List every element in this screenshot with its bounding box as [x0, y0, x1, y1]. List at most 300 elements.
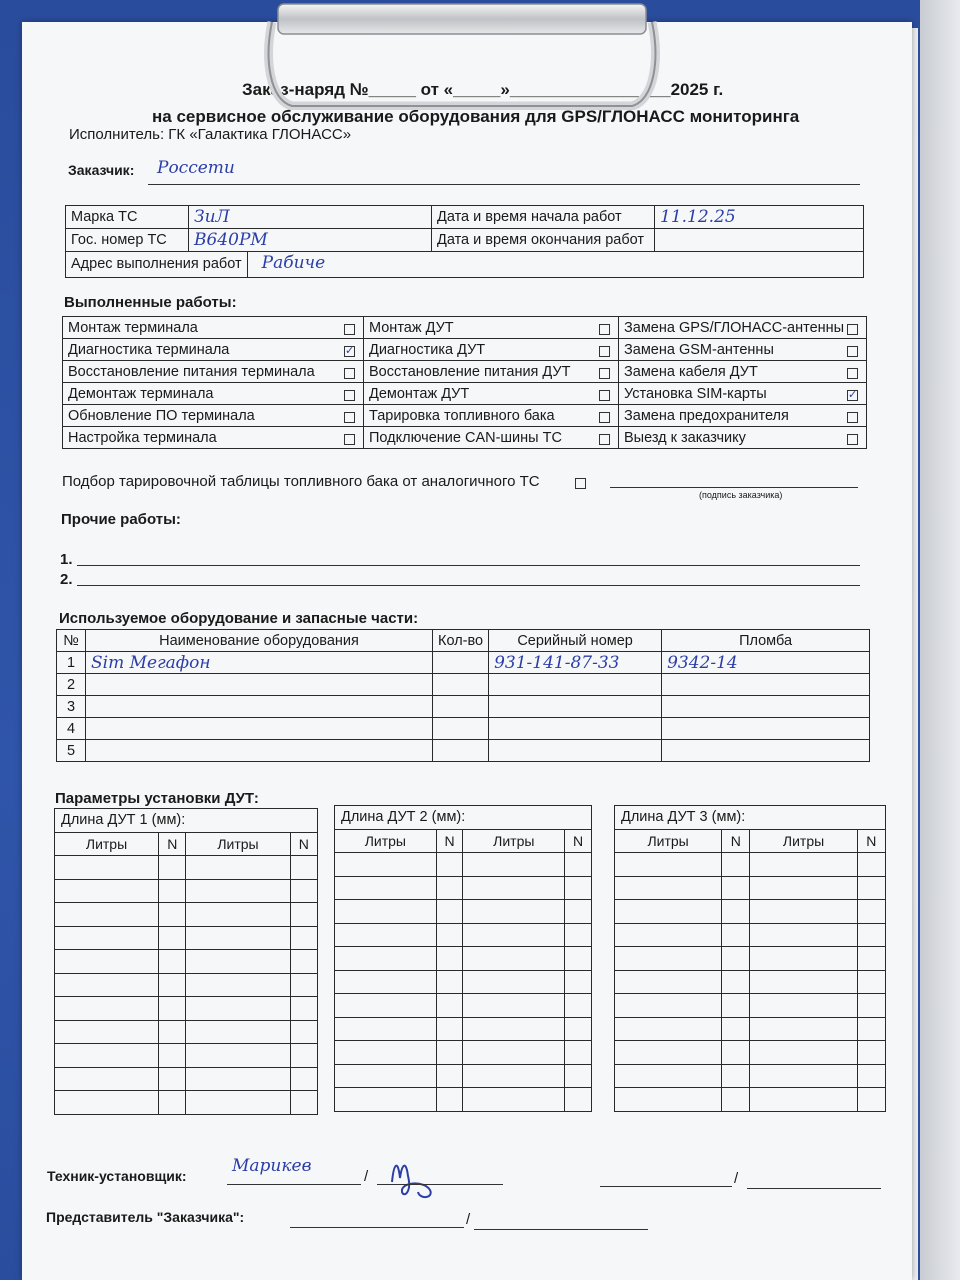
plate-label: Гос. номер ТС [66, 229, 189, 252]
equipment-row-number: 1 [57, 652, 86, 674]
dut-header-cell: N [159, 832, 186, 856]
dut-cell[interactable] [463, 1041, 565, 1065]
calibration-checkbox[interactable] [575, 478, 586, 489]
equipment-cell[interactable] [662, 740, 870, 762]
executor-value: ГК «Галактика ГЛОНАСС» [168, 126, 352, 143]
customer-rep-label: Представитель "Заказчика": [46, 1209, 245, 1225]
dut-cell[interactable] [722, 900, 750, 924]
customer-rep-slash: / [466, 1211, 471, 1228]
dut-length-caption[interactable]: Длина ДУТ 1 (мм): [55, 809, 318, 833]
brand-label: Марка ТС [66, 206, 189, 229]
dut-cell[interactable] [565, 853, 592, 877]
dut-cell[interactable] [722, 1017, 750, 1041]
equipment-row-number: 2 [57, 674, 86, 696]
equipment-header-cell: Серийный номер [489, 630, 662, 652]
clipboard-clip [262, 0, 662, 110]
equipment-cell[interactable] [86, 740, 433, 762]
dut-row [55, 903, 318, 927]
dut-cell[interactable] [335, 947, 437, 971]
work-label: Диагностика терминала [68, 341, 230, 358]
dut-row [615, 876, 886, 900]
dut-cell[interactable] [186, 1044, 290, 1068]
equipment-cell[interactable] [433, 674, 489, 696]
dut-cell[interactable] [55, 856, 159, 880]
equipment-cell[interactable] [489, 718, 662, 740]
dut-cell[interactable] [335, 994, 437, 1018]
dut-cell[interactable] [159, 1067, 186, 1091]
dut-cell[interactable] [722, 876, 750, 900]
dut-cell[interactable] [186, 950, 290, 974]
dut-cell[interactable] [463, 876, 565, 900]
dut-cell[interactable] [615, 1064, 722, 1088]
dut-cell[interactable] [565, 1017, 592, 1041]
dut-cell[interactable] [463, 1064, 565, 1088]
equipment-cell[interactable] [86, 696, 433, 718]
dut-cell[interactable] [290, 903, 317, 927]
address-value[interactable]: Рабиче [261, 253, 326, 273]
work-label: Подключение CAN-шины ТС [369, 429, 562, 446]
dut-cell[interactable] [463, 900, 565, 924]
dut-cell[interactable] [335, 853, 437, 877]
second-signature-line[interactable] [747, 1188, 881, 1189]
dut-cell[interactable] [750, 970, 857, 994]
dut-cell[interactable] [55, 1091, 159, 1115]
works-cell [63, 383, 364, 405]
dut-cell[interactable] [159, 926, 186, 950]
dut-row [335, 900, 592, 924]
dut-cell[interactable] [722, 970, 750, 994]
dut-title: Параметры установки ДУТ: [55, 790, 259, 807]
calibration-label: Подбор тарировочной таблицы топливного бака от аналогичного ТС [62, 473, 540, 490]
dut-length-caption[interactable]: Длина ДУТ 2 (мм): [335, 806, 592, 830]
dut-cell[interactable] [463, 970, 565, 994]
works-row [63, 361, 867, 383]
dut-cell[interactable] [159, 950, 186, 974]
dut-cell[interactable] [615, 1041, 722, 1065]
equipment-cell[interactable] [433, 652, 489, 674]
equipment-cell[interactable] [489, 740, 662, 762]
title-line-1: Заказ-наряд №_____ от «_____»_________________2025 г. [242, 80, 724, 99]
technician-signature-line [377, 1184, 503, 1185]
start-label: Дата и время начала работ [432, 206, 655, 229]
checkbox[interactable] [599, 434, 610, 445]
dut-row [55, 926, 318, 950]
dut-header-cell: N [565, 829, 592, 853]
dut-cell[interactable] [55, 1020, 159, 1044]
dut-cell[interactable] [565, 923, 592, 947]
signature-caption: (подпись заказчика) [699, 490, 783, 500]
dut-cell[interactable] [55, 879, 159, 903]
dut-cell[interactable] [290, 1020, 317, 1044]
dut-cell[interactable] [290, 1044, 317, 1068]
dut-cell[interactable] [615, 923, 722, 947]
dut-cell[interactable] [750, 853, 857, 877]
dut-cell[interactable] [290, 950, 317, 974]
end-value[interactable] [655, 229, 864, 252]
checkbox[interactable] [344, 368, 355, 379]
dut-cell[interactable] [335, 923, 437, 947]
equipment-row [57, 718, 870, 740]
dut-cell[interactable] [335, 1064, 437, 1088]
dut-row [615, 923, 886, 947]
equipment-row [57, 674, 870, 696]
works-cell [63, 361, 364, 383]
equipment-cell[interactable] [86, 674, 433, 696]
equipment-header-cell: № [57, 630, 86, 652]
dut-row [55, 997, 318, 1021]
dut-cell[interactable] [290, 856, 317, 880]
works-cell [619, 317, 867, 339]
works-cell [364, 339, 619, 361]
dut-cell[interactable] [750, 1088, 857, 1112]
executor-label: Исполнитель: [69, 126, 165, 143]
dut-cell[interactable] [186, 1091, 290, 1115]
plate-value[interactable]: В640РМ [189, 229, 432, 252]
dut-cell[interactable] [186, 879, 290, 903]
works-row [63, 383, 867, 405]
dut-cell[interactable] [565, 876, 592, 900]
dut-cell[interactable] [159, 879, 186, 903]
dut-cell[interactable] [55, 1067, 159, 1091]
dut-cell[interactable] [463, 947, 565, 971]
dut-cell[interactable] [722, 994, 750, 1018]
address-row [66, 252, 864, 278]
equipment-row-number: 4 [57, 718, 86, 740]
checkbox[interactable] [344, 324, 355, 335]
dut-cell[interactable] [159, 903, 186, 927]
other-item-1-number: 1. [60, 551, 73, 568]
background-surface [920, 0, 960, 1280]
checkbox[interactable] [599, 346, 610, 357]
dut-cell[interactable] [436, 1064, 463, 1088]
dut-row [335, 876, 592, 900]
works-cell [619, 405, 867, 427]
dut-cell[interactable] [290, 973, 317, 997]
works-cell [619, 339, 867, 361]
works-cell [619, 361, 867, 383]
dut-row [55, 950, 318, 974]
dut-cell[interactable] [335, 1017, 437, 1041]
dut-cell[interactable] [857, 853, 885, 877]
work-label: Замена GSM-антенны [624, 341, 774, 358]
dut-cell[interactable] [857, 900, 885, 924]
works-cell [364, 383, 619, 405]
dut-table-1 [54, 808, 318, 1115]
equipment-cell[interactable] [489, 674, 662, 696]
equipment-cell[interactable]: 9342-14 [662, 652, 870, 674]
dut-cell[interactable] [722, 1064, 750, 1088]
work-label: Демонтаж ДУТ [369, 385, 470, 402]
works-row [63, 405, 867, 427]
dut-cell[interactable] [436, 900, 463, 924]
checkbox[interactable] [344, 390, 355, 401]
dut-cell[interactable] [436, 1017, 463, 1041]
customer-rep-name-line[interactable] [290, 1227, 464, 1228]
checkbox[interactable] [847, 434, 858, 445]
dut-header-cell: N [857, 829, 885, 853]
technician-name-line [227, 1184, 361, 1185]
dut-header-cell: N [436, 829, 463, 853]
dut-header-cell: Литры [186, 832, 290, 856]
equipment-header-row [57, 630, 870, 652]
end-label: Дата и время окончания работ [432, 229, 655, 252]
equipment-row [57, 652, 870, 674]
dut-cell[interactable] [436, 923, 463, 947]
dut-row [615, 853, 886, 877]
dut-cell[interactable] [565, 994, 592, 1018]
dut-cell[interactable] [722, 853, 750, 877]
dut-cell[interactable] [290, 1067, 317, 1091]
equipment-cell[interactable] [662, 696, 870, 718]
dut-header-cell: Литры [463, 829, 565, 853]
works-row [63, 317, 867, 339]
technician-name[interactable]: Марикев [232, 1156, 312, 1176]
work-label: Обновление ПО терминала [68, 407, 255, 424]
second-slash: / [734, 1170, 739, 1187]
dut-row [55, 973, 318, 997]
dut-cell[interactable] [857, 1041, 885, 1065]
dut-cell[interactable] [722, 947, 750, 971]
dut-cell[interactable] [55, 950, 159, 974]
dut-cell[interactable] [615, 947, 722, 971]
dut-cell[interactable] [750, 1041, 857, 1065]
dut-cell[interactable] [463, 1088, 565, 1112]
dut-cell[interactable] [463, 1017, 565, 1041]
dut-cell[interactable] [290, 926, 317, 950]
dut-cell[interactable] [55, 1044, 159, 1068]
equipment-row-number: 3 [57, 696, 86, 718]
dut-cell[interactable] [722, 1041, 750, 1065]
equipment-header-cell: Пломба [662, 630, 870, 652]
dut-cell[interactable] [290, 879, 317, 903]
dut-cell[interactable] [463, 994, 565, 1018]
dut-row [335, 1041, 592, 1065]
dut-cell[interactable] [436, 853, 463, 877]
dut-header-cell: Литры [335, 829, 437, 853]
dut-row [615, 1017, 886, 1041]
equipment-cell[interactable] [433, 718, 489, 740]
dut-cell[interactable] [463, 923, 565, 947]
dut-cell[interactable] [335, 1041, 437, 1065]
dut-cell[interactable] [565, 900, 592, 924]
works-row [63, 427, 867, 449]
equipment-row [57, 696, 870, 718]
equipment-cell[interactable] [433, 696, 489, 718]
work-label: Замена GPS/ГЛОНАСС-антенны [624, 319, 845, 336]
dut-row [55, 856, 318, 880]
checkbox[interactable] [344, 412, 355, 423]
dut-row [55, 1067, 318, 1091]
dut-cell[interactable] [565, 970, 592, 994]
dut-cell[interactable] [335, 970, 437, 994]
work-label: Выезд к заказчику [624, 429, 746, 446]
dut-cell[interactable] [565, 947, 592, 971]
dut-cell[interactable] [615, 970, 722, 994]
dut-cell[interactable] [55, 926, 159, 950]
dut-cell[interactable] [463, 853, 565, 877]
dut-header-cell: Литры [750, 829, 857, 853]
work-label: Диагностика ДУТ [369, 341, 486, 358]
dut-cell[interactable] [750, 994, 857, 1018]
checkbox[interactable] [344, 434, 355, 445]
checkbox[interactable] [599, 324, 610, 335]
checkbox[interactable] [599, 412, 610, 423]
other-item-2-line[interactable] [77, 585, 860, 586]
dut-row [335, 947, 592, 971]
dut-row [335, 1064, 592, 1088]
dut-header-row [55, 832, 318, 856]
dut-cell[interactable] [335, 876, 437, 900]
checked-checkbox[interactable]: ✓ [345, 345, 355, 357]
works-table [62, 316, 867, 449]
other-item-2-number: 2. [60, 571, 73, 588]
dut-cell[interactable] [159, 1044, 186, 1068]
dut-row [615, 970, 886, 994]
works-cell [63, 317, 364, 339]
equipment-header-cell: Кол-во [433, 630, 489, 652]
dut-row [615, 1041, 886, 1065]
equipment-table [56, 629, 870, 762]
dut-cell[interactable] [335, 1088, 437, 1112]
dut-cell[interactable] [159, 997, 186, 1021]
start-value[interactable]: 11.12.25 [655, 206, 864, 229]
dut-cell[interactable] [750, 1017, 857, 1041]
executor-row [69, 126, 351, 143]
checkbox[interactable] [847, 346, 858, 357]
work-label: Восстановление питания ДУТ [369, 363, 571, 380]
dut-cell[interactable] [186, 903, 290, 927]
dut-cell[interactable] [857, 876, 885, 900]
dut-cell[interactable] [857, 970, 885, 994]
dut-cell[interactable] [615, 1017, 722, 1041]
dut-cell[interactable] [186, 1067, 290, 1091]
equipment-cell[interactable] [86, 718, 433, 740]
dut-cell[interactable] [186, 1020, 290, 1044]
dut-row [615, 1088, 886, 1112]
dut-cell[interactable] [615, 994, 722, 1018]
dut-row [615, 900, 886, 924]
dut-cell[interactable] [55, 973, 159, 997]
dut-cell[interactable] [159, 973, 186, 997]
works-cell [63, 339, 364, 361]
dut-cell[interactable] [750, 876, 857, 900]
dut-cell[interactable] [750, 1064, 857, 1088]
dut-cell[interactable] [335, 900, 437, 924]
checkbox[interactable] [847, 368, 858, 379]
dut-row [615, 947, 886, 971]
work-label: Тарировка топливного бака [369, 407, 555, 424]
dut-table-3 [614, 805, 886, 1112]
dut-cell[interactable] [186, 997, 290, 1021]
customer-signature-line [610, 487, 858, 488]
works-cell [619, 427, 867, 449]
dut-cell[interactable] [159, 1020, 186, 1044]
works-cell [364, 317, 619, 339]
dut-cell[interactable] [565, 1064, 592, 1088]
other-works-title: Прочие работы: [61, 511, 181, 528]
equipment-cell[interactable] [433, 740, 489, 762]
dut-cell[interactable] [436, 994, 463, 1018]
equipment-cell[interactable] [662, 674, 870, 696]
dut-cell[interactable] [436, 876, 463, 900]
customer-rep-signature-line[interactable] [474, 1229, 648, 1230]
dut-cell[interactable] [722, 1088, 750, 1112]
equipment-title: Используемое оборудование и запасные части: [59, 610, 419, 627]
dut-cell[interactable] [290, 1091, 317, 1115]
dut-cell[interactable] [857, 1017, 885, 1041]
dut-cell[interactable] [186, 926, 290, 950]
dut-cell[interactable] [565, 1041, 592, 1065]
dut-cell[interactable] [159, 1091, 186, 1115]
dut-cell[interactable] [722, 923, 750, 947]
dut-cell[interactable] [55, 903, 159, 927]
customer-value[interactable]: Россети [157, 158, 235, 178]
vehicle-table [65, 205, 864, 278]
dut-row [335, 1088, 592, 1112]
dut-cell[interactable] [615, 853, 722, 877]
other-item-1-line[interactable] [77, 565, 860, 566]
equipment-row-number: 5 [57, 740, 86, 762]
dut-cell[interactable] [159, 856, 186, 880]
dut-cell[interactable] [436, 1041, 463, 1065]
dut-cell[interactable] [436, 1088, 463, 1112]
checkbox[interactable] [599, 368, 610, 379]
dut-cell[interactable] [186, 973, 290, 997]
equipment-cell[interactable]: Sim Мегафон [86, 652, 433, 674]
equipment-cell[interactable] [489, 696, 662, 718]
dut-row [55, 879, 318, 903]
dut-cell[interactable] [290, 997, 317, 1021]
dut-cell[interactable] [857, 947, 885, 971]
dut-cell[interactable] [857, 994, 885, 1018]
dut-length-caption[interactable]: Длина ДУТ 3 (мм): [615, 806, 886, 830]
customer-label: Заказчик: [68, 162, 135, 178]
equipment-cell[interactable]: 931-141-87-33 [489, 652, 662, 674]
dut-cell[interactable] [55, 997, 159, 1021]
checkbox[interactable] [847, 324, 858, 335]
checkbox[interactable] [847, 412, 858, 423]
dut-cell[interactable] [750, 900, 857, 924]
dut-cell[interactable] [186, 856, 290, 880]
checkbox[interactable] [599, 390, 610, 401]
work-label: Настройка терминала [68, 429, 217, 446]
brand-value[interactable]: ЗиЛ [189, 206, 432, 229]
dut-table-2 [334, 805, 592, 1112]
dut-cell[interactable] [615, 1088, 722, 1112]
equipment-cell[interactable] [662, 718, 870, 740]
dut-row [55, 1044, 318, 1068]
dut-cell[interactable] [750, 947, 857, 971]
work-label: Установка SIM-карты [624, 385, 767, 402]
dut-cell[interactable] [436, 970, 463, 994]
second-name-line[interactable] [600, 1186, 732, 1187]
dut-cell[interactable] [436, 947, 463, 971]
dut-cell[interactable] [615, 876, 722, 900]
dut-cell[interactable] [615, 900, 722, 924]
dut-cell[interactable] [565, 1088, 592, 1112]
dut-row [615, 1064, 886, 1088]
work-label: Восстановление питания терминала [68, 363, 315, 380]
dut-cell[interactable] [857, 1088, 885, 1112]
dut-cell[interactable] [857, 923, 885, 947]
customer-underline [148, 184, 860, 185]
dut-row [335, 1017, 592, 1041]
checked-checkbox[interactable]: ✓ [848, 389, 858, 401]
dut-header-cell: N [290, 832, 317, 856]
dut-cell[interactable] [750, 923, 857, 947]
dut-cell[interactable] [857, 1064, 885, 1088]
dut-row [55, 1020, 318, 1044]
